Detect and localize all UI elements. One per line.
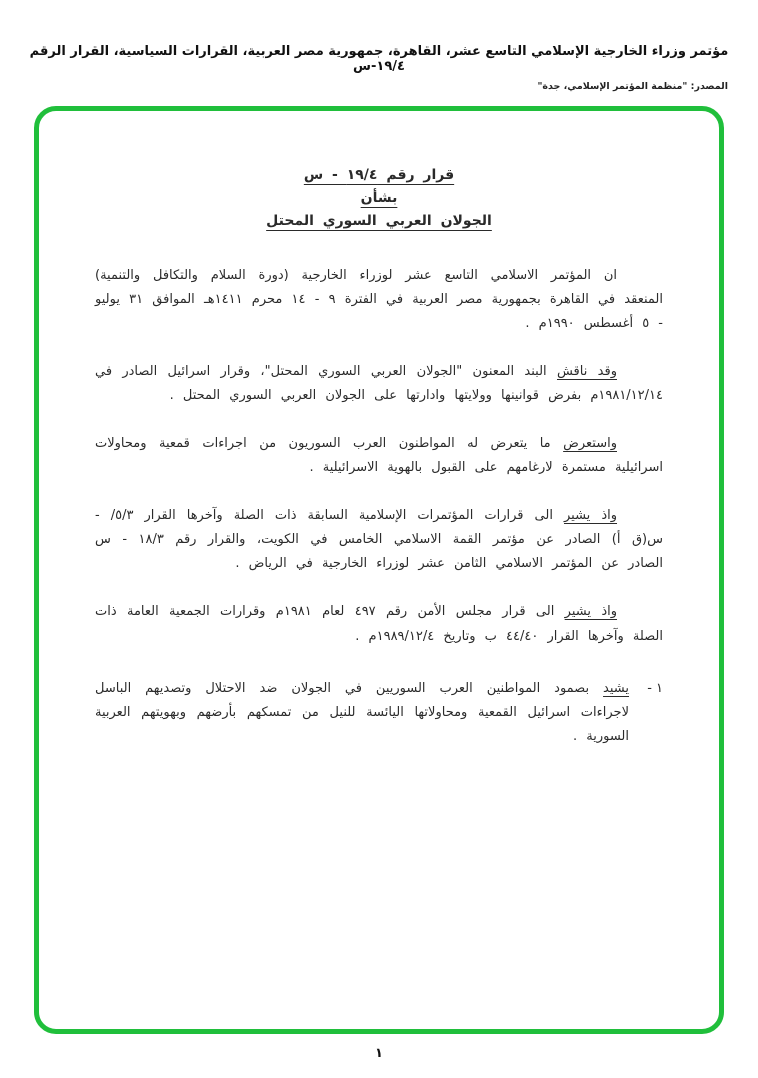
preamble-paragraph-2 xyxy=(95,360,663,408)
item-lead: يشيد xyxy=(603,680,629,696)
item-number: ١ - xyxy=(647,680,663,696)
conference-header-title: مؤتمر وزراء الخارجية الإسلامي التاسع عشر، القاهرة، جمهورية مصر العربية، القرارات السياسية، القرار الرقم ١٩/٤-س xyxy=(29,44,729,74)
source-line: المصدر: "منظمة المؤتمر الإسلامي، جدة" xyxy=(537,81,728,92)
paragraph-text: ان المؤتمر الاسلامي التاسع عشر لوزراء الخارجية (دورة السلام والتكافل والتنمية) المنعقد في القاهرة بجمهورية مصر العربية في الفترة ٩ - ١٤ محرم ١٤١١هـ الموافق ٣١ يوليو - ٥ أغسطس ١٩٩٠م . xyxy=(95,268,663,332)
scanned-resolution-page xyxy=(0,44,758,1078)
paragraph-text: ما يتعرض له المواطنون العرب السوريون من اجراءات قمعية ومحاولات اسرائيلية مستمرة لارغامهم على القبول بالهوية الاسرائيلية . xyxy=(95,436,663,476)
item-rest: بصمود المواطنين العرب السوريين في الجولان ضد الاحتلال وتصديهم الباسل لاجراءات اسرائيل القمعية ومحاولاتها اليائسة للنيل من تمسكهم بأرضهم وبهويتهم العربية السورية . xyxy=(95,680,629,744)
paragraph-lead: وقد ناقش xyxy=(556,364,617,380)
resolution-title-block xyxy=(95,167,663,236)
operative-item-1 xyxy=(95,677,663,749)
preamble-paragraph-5 xyxy=(95,600,663,648)
paragraph-text: البند المعنون "الجولان العربي السوري المحتل"، وقرار اسرائيل الصادر في ١٩٨١/١٢/١٤م بفرض قوانينها وولايتها وادارتها على الجولان العربي السوري المحتل . xyxy=(95,364,663,404)
paragraph-lead: واستعرض xyxy=(563,436,617,452)
paragraph-text: الى قرار مجلس الأمن رقم ٤٩٧ لعام ١٩٨١م وقرارات الجمعية العامة ذات الصلة وآخرها القرار ٤٤/٤٠ ب وتاريخ ١٩٨٩/١٢/٤م . xyxy=(95,604,663,644)
paragraph-text: الى قرارات المؤتمرات الإسلامية السابقة ذات الصلة وآخرها القرار ٥/٣/ - س(ق أ) الصادر عن مؤتمر القمة الاسلامي الخامس في الكويت، والقرار رقم ١٨/٣ - س الصادر عن المؤتمر الاسلامي الثامن عشر لوزراء الخارجية في الرياض . xyxy=(95,508,663,572)
item-text xyxy=(95,677,629,749)
resolution-number-title: قرار رقم ١٩/٤ - س xyxy=(303,167,455,183)
preamble-paragraph-4 xyxy=(95,504,663,576)
page-number: ١ xyxy=(375,1046,383,1061)
subject-title: الجولان العربي السوري المحتل xyxy=(266,213,492,229)
preamble-paragraph-3 xyxy=(95,432,663,480)
document-frame xyxy=(34,106,724,1034)
paragraph-lead: واذ يشير xyxy=(563,508,618,524)
preamble-paragraph-1 xyxy=(95,264,663,336)
regarding-label: بشأن xyxy=(360,190,398,206)
paragraph-lead: واذ يشير xyxy=(564,604,618,620)
